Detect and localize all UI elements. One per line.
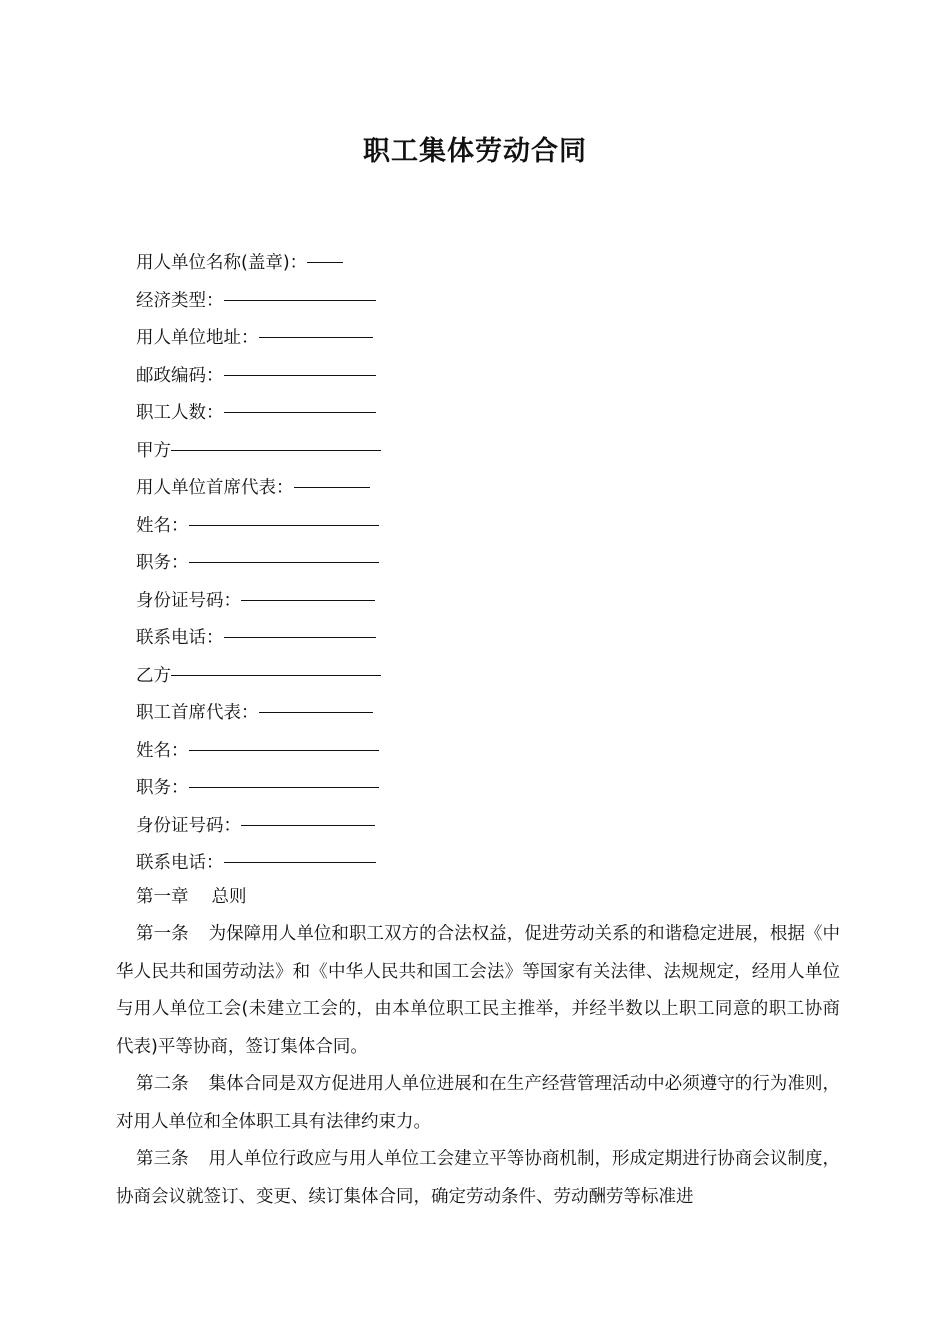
field-row (136, 845, 436, 883)
field-label: 联系电话： (136, 628, 224, 648)
field-row (136, 545, 436, 583)
field-row (136, 695, 436, 733)
fill-in-blank (189, 786, 379, 788)
field-row (136, 433, 436, 471)
fill-in-blank (189, 561, 379, 563)
field-label: 甲方 (136, 440, 171, 461)
field-label: 身份证号码： (136, 590, 241, 611)
article-paragraph (116, 1066, 840, 1141)
field-row (136, 395, 436, 433)
chapter-heading: 第一章 总则 (136, 887, 247, 907)
article-number: 第二条 (136, 1074, 189, 1094)
field-label: 用人单位名称(盖章)： (136, 253, 308, 273)
field-label: 邮政编码： (136, 365, 224, 386)
field-label: 职工人数： (136, 403, 224, 423)
fill-in-blank (294, 486, 370, 488)
fill-in-blank (189, 524, 379, 526)
fill-in-blank (241, 599, 375, 601)
field-row (136, 733, 436, 771)
field-label: 职务： (136, 778, 189, 798)
field-label: 职务： (136, 553, 189, 573)
article-paragraph (116, 1141, 840, 1216)
field-label: 职工首席代表： (136, 703, 259, 723)
field-row (136, 508, 436, 546)
article-paragraph (116, 916, 840, 1066)
articles-section (116, 916, 840, 1216)
fill-in-blank (224, 861, 376, 863)
fill-in-blank (224, 411, 376, 413)
field-row (136, 620, 436, 658)
field-label: 用人单位地址： (136, 328, 259, 348)
field-label: 身份证号码： (136, 815, 241, 836)
fill-in-blank (259, 336, 373, 338)
fill-in-blank (171, 674, 381, 676)
field-row (136, 358, 436, 396)
field-row (136, 808, 436, 846)
field-label: 用人单位首席代表： (136, 478, 294, 498)
fill-in-blank (224, 299, 376, 301)
field-label: 联系电话： (136, 853, 224, 873)
field-row (136, 320, 436, 358)
article-text: 为保障用人单位和职工双方的合法权益，促进劳动关系的和谐稳定进展，根据《中华人民共和国劳动法》和《中华人民共和国工会法》等国家有关法律、法规规定，经用人单位与用人单位工会(未建立工会的，由本单位职工民主推举，并经半数以上职工同意的职工协商代表)平等协商，签订集体合同。 (116, 924, 841, 1057)
fill-in-blank (259, 711, 373, 713)
document-title: 职工集体劳动合同 (363, 136, 587, 167)
field-row (136, 583, 436, 621)
fill-in-blank (307, 261, 343, 263)
fill-in-blank (241, 824, 375, 826)
fill-in-blank (171, 449, 381, 451)
fill-in-blank (224, 374, 376, 376)
field-label: 经济类型： (136, 290, 224, 311)
party-info-fields (136, 245, 436, 883)
field-row (136, 245, 436, 283)
article-text: 用人单位行政应与用人单位工会建立平等协商机制，形成定期进行协商会议制度，协商会议就签订、变更、续订集体合同，确定劳动条件、劳动酬劳等标准进 (116, 1149, 841, 1207)
field-row (136, 470, 436, 508)
field-label: 姓名： (136, 740, 189, 761)
field-label: 姓名： (136, 515, 189, 536)
field-row (136, 658, 436, 696)
fill-in-blank (189, 749, 379, 751)
article-number: 第一条 (136, 924, 189, 944)
article-text: 集体合同是双方促进用人单位进展和在生产经营管理活动中必须遵守的行为准则，对用人单位和全体职工具有法律约束力。 (116, 1074, 841, 1132)
field-row (136, 283, 436, 321)
fill-in-blank (224, 636, 376, 638)
article-number: 第三条 (136, 1149, 189, 1169)
field-row (136, 770, 436, 808)
field-label: 乙方 (136, 665, 171, 686)
